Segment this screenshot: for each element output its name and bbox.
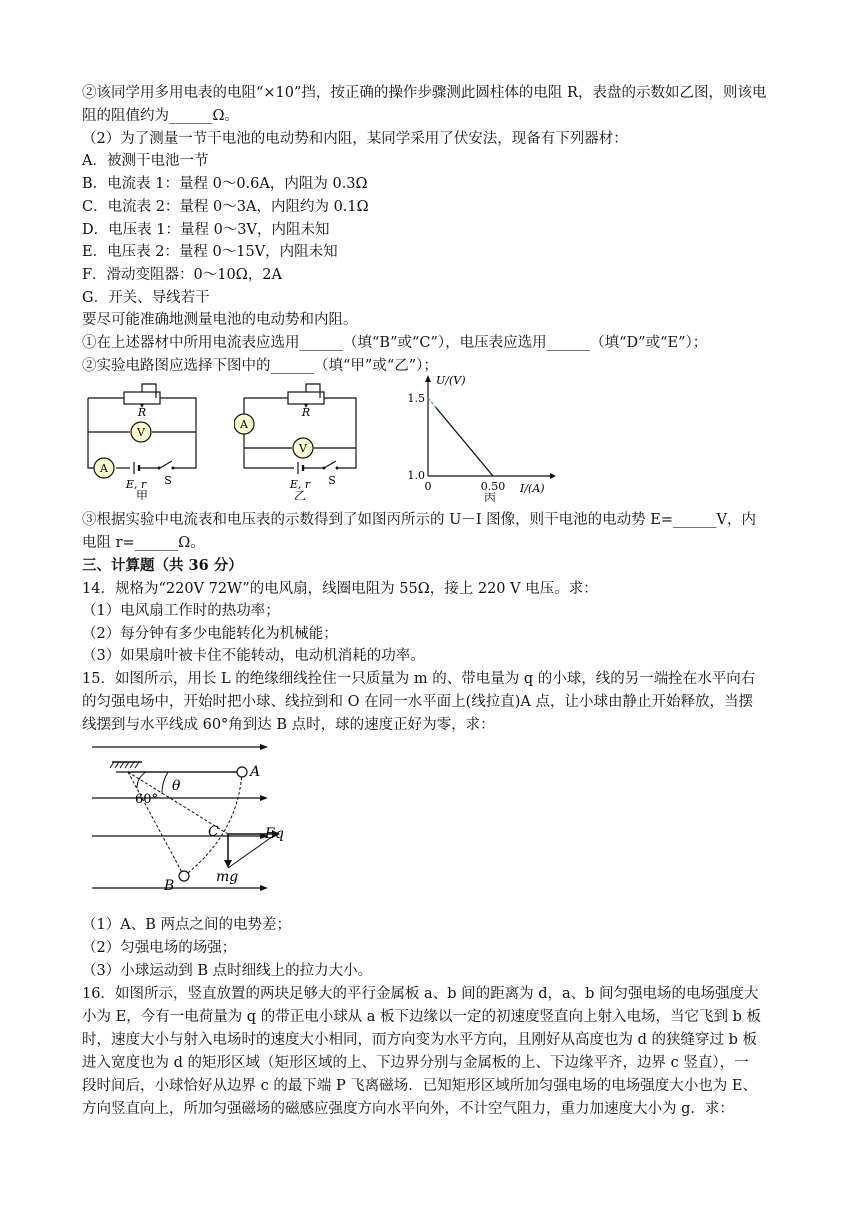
text-line: 阻的阻值约为______Ω。 [82,108,240,124]
jia-r-label: R [137,406,147,419]
text-line: 进入宽度也为 d 的矩形区域（矩形区域的上、下边界分别与金属板的上、下边缘平齐，边界 c 竖直），一 [82,1055,749,1071]
text-line: G．开关、导线若干 [82,290,210,306]
x-axis-label: I/(A) [520,482,545,495]
text-line: 要尽可能准确地测量电池的电动势和内阻。 [82,312,358,328]
text-line: D．电压表 1：量程 0～3V，内阻未知 [82,222,330,238]
text-line: （2）每分钟有多少电能转化为机械能； [82,626,338,642]
text-line: （3）小球运动到 B 点时细线上的拉力大小。 [82,963,373,979]
text-line: 16．如图所示，竖直放置的两块足够大的平行金属板 a、b 间的距离为 d，a、b 间匀强电场的电场强度大 [82,986,759,1002]
text-line: 电阻 r=______Ω。 [82,535,205,551]
yi-caption: 乙 [293,489,307,500]
point-b-label: B [164,878,175,894]
u-i-series-line [436,407,493,476]
text-line: F．滑动变阻器：0～10Ω，2A [82,267,282,283]
jia-caption: 甲 [135,489,149,500]
yi-er-label: E, r [289,478,311,491]
theta-label: θ [172,778,181,794]
graph-bing-figure [398,372,558,502]
mg-force-label: mg [216,869,239,885]
text-line: ②该同学用多用电表的电阻“×10”挡，按正确的操作步骤测此圆柱体的电阻 R，表盘的示数如乙图，则该电 [82,85,767,101]
jia-er-label: E, r [125,478,147,491]
text-line: （1）电风扇工作时的热功率； [82,603,280,619]
text-line: ③根据实验中电流表和电压表的示数得到了如图丙所示的 U－I 图像，则干电池的电动势 E=______V，内 [82,512,756,528]
text-line: （3）如果扇叶被卡住不能转动，电动机消耗的功率。 [82,648,425,664]
jia-ammeter-label: A [100,462,108,475]
x-axis-arrow [550,473,556,479]
text-line: （2）匀强电场的场强； [82,940,237,956]
point-c-label: C [208,824,219,840]
x-tick-label: 0.50 [480,480,506,493]
text-line: 15．如图所示，用长 L 的绝缘细线拴住一只质量为 m 的、带电量为 q 的小球，线的另一端拴在水平向右 [82,671,756,687]
text-line: A．被测干电池一节 [82,153,209,169]
yi-ammeter-label: A [240,418,248,431]
bing-caption: 丙 [483,491,497,502]
y-tick-bottom: 1.0 [407,469,425,482]
text-line: （1）A、B 两点之间的电势差； [82,917,291,933]
yi-voltmeter-label: V [299,442,307,455]
pendulum-figure [88,738,288,898]
text-line: ②实验电路图应选择下图中的______（填“甲”或“乙”）； [82,358,438,374]
y-axis-arrow [425,375,431,382]
text-line: ①在上述器材中所用电流表应选用______（填“B”或“C”），电压表应选用______（填“D”或“E”）； [82,335,708,351]
angle-60-label: 60° [135,792,159,807]
y-tick-top: 1.5 [407,392,425,405]
text-line: 小为 E，今有一电荷量为 q 的带正电小球从 a 板下边缘以一定的初速度竖直向上射入电场，当它飞到 b 板 [82,1009,762,1025]
section-heading: 三、计算题（共 36 分） [82,557,243,574]
y-axis-label: U/(V) [436,374,466,387]
point-a-label: A [250,764,261,780]
text-line: 段时间后，小球恰好从边界 c 的最下端 P 飞离磁场．已知矩形区域所加匀强电场的电场强度大小也为 E、 [82,1078,758,1094]
text-line: E．电压表 2：量程 0～15V，内阻未知 [82,244,338,260]
text-line: 线摆到与水平线成 60°角到达 B 点时，球的速度正好为零，求： [82,717,495,733]
text-line: 的匀强电场中，开始时把小球、线拉到和 O 在同一水平面上(线拉直)A 点，让小球由静止开始释放，当摆 [82,694,753,710]
text-line: 方向竖直向上，所加匀强磁场的磁感应强度方向水平向外，不计空气阻力，重力加速度大小为 g．求： [82,1101,734,1117]
text-line: B．电流表 1：量程 0～0.6A，内阻为 0.3Ω [82,176,368,192]
jia-voltmeter-label: V [137,426,145,439]
eq-force-label: Eq [264,826,284,842]
text-line: （2）为了测量一节干电池的电动势和内阻，某同学采用了伏安法，现备有下列器材： [82,131,628,147]
text-line: C．电流表 2：量程 0～3A，内阻约为 0.1Ω [82,199,369,215]
yi-r-label: R [301,406,311,419]
text-line: 14．规格为“220V 72W”的电风扇，线圈电阻为 55Ω，接上 220 V 电压。求： [82,581,598,597]
circuit-yi-figure [234,378,358,500]
intercept-dash [428,398,436,407]
origin-label: 0 [424,480,432,493]
text-line: 时，速度大小与射入电场时的速度大小相同，而方向变为水平方向，且刚好从高度也为 d 的狭缝穿过 b 板 [82,1032,757,1048]
jia-switch-label: S [164,474,172,487]
circuit-jia-figure [84,378,204,500]
yi-switch-label: S [328,474,336,487]
